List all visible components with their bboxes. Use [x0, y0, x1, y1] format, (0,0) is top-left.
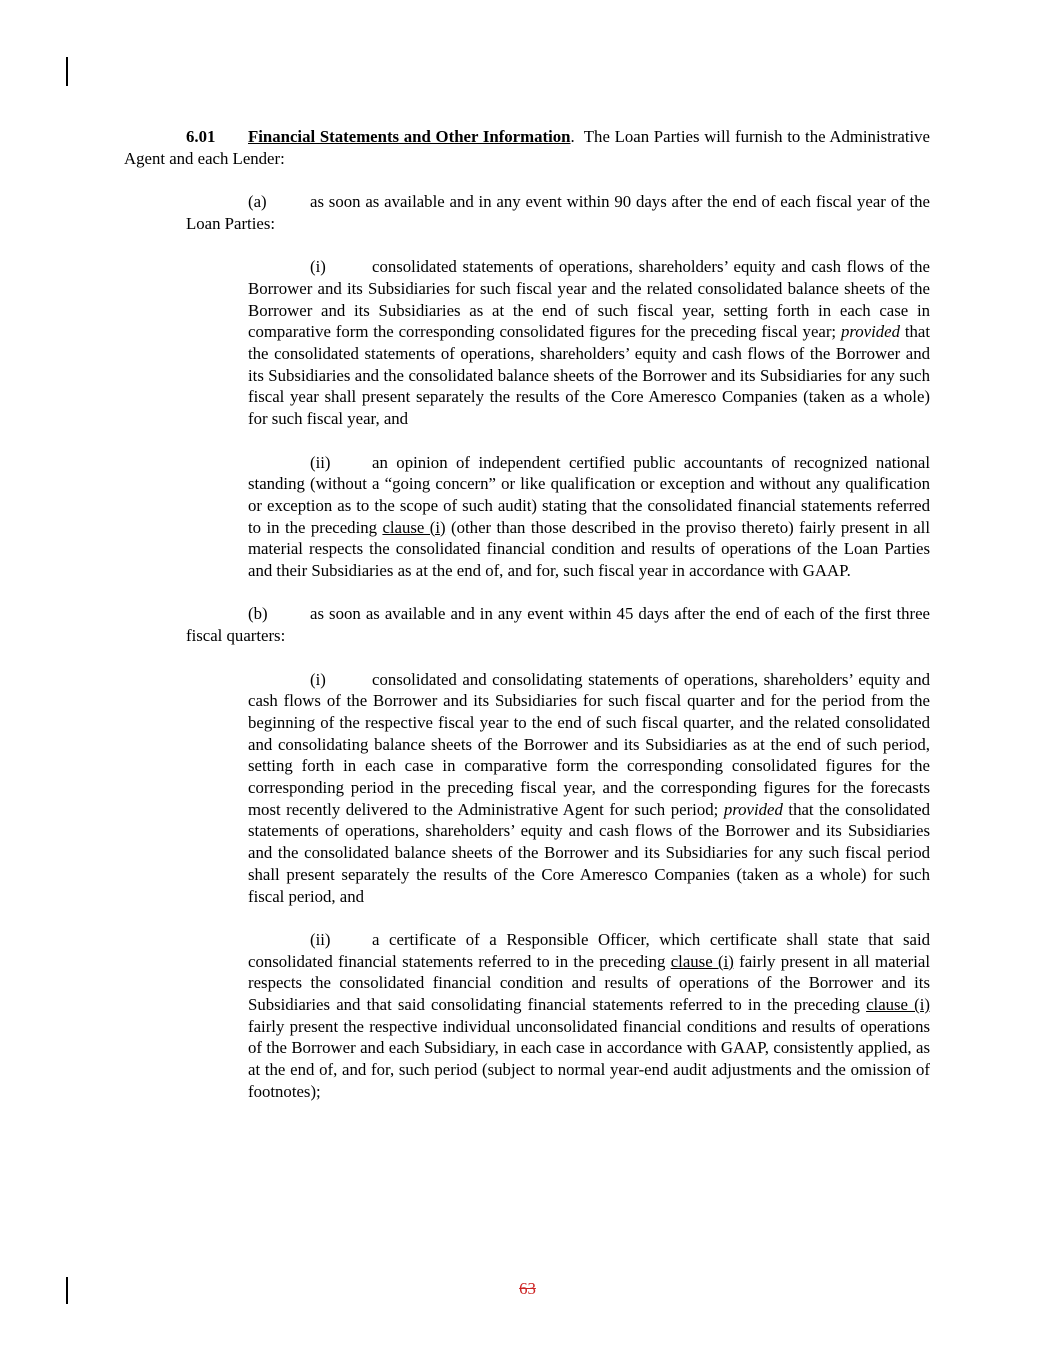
- paragraph-label: (b): [248, 604, 268, 624]
- paragraph-label: (a): [248, 192, 267, 212]
- page-number-value: 63: [519, 1279, 536, 1298]
- text-run: Financial Statements and Other Information: [248, 127, 571, 146]
- para-a: [186, 191, 930, 234]
- text-run: (other than those described in the proviso thereto) fairly present in all material respects the consolidated financial condition and results of operations of the Loan Parties and their Subsidiaries as at the end of, and for, such fiscal year in accordance with GAAP.: [248, 517, 930, 581]
- para-b-i: [248, 669, 930, 908]
- text-run: that the consolidated statements of operations, shareholders’ equity and cash flows of the Borrower and its Subsidiaries and the consolidated balance sheets of the Borrower and its Subsidiaries for any such fiscal year shall present separately the results of the Core Ameresco Companies (taken as a whole) for such fiscal year, and: [248, 322, 930, 429]
- text-run: that the consolidated statements of operations, shareholders’ equity and cash flows of the Borrower and its Subsidiaries and the consolidated balance sheets of the Borrower and its Subsidiaries for any such fiscal period shall present separately the results of the Core Ameresco Companies (taken as a whole) for such fiscal period, and: [248, 799, 930, 906]
- text-run: an opinion of independent certified public accountants of recognized national standing (without a “going concern” or like qualification or exception and without any qualification or exception as to the scope of such audit) stating that the consolidated financial statements referred to in the preceding: [248, 452, 930, 537]
- paragraph-label: (ii): [310, 929, 331, 949]
- text-run: provided: [840, 322, 900, 342]
- document-body: [124, 126, 930, 1124]
- text-run: fairly present the respective individual unconsolidated financial conditions and results of operations of the Borrower and each Subsidiary, in each case in accordance with GAAP, consistently applied, as at the end of, and for, such period (subject to normal year-end audit adjustments and the omission of footnotes);: [248, 1016, 930, 1101]
- text-run: clause (i): [382, 517, 446, 537]
- text-run: fairly present in all material respects the consolidated financial condition and results of operations of the Borrower and its Subsidiaries and that said consolidating financial statements referred to in the preceding: [248, 951, 931, 1015]
- text-run: clause (i): [670, 951, 734, 971]
- text-run: consolidated statements of operations, shareholders’ equity and cash flows of the Borrower and its Subsidiaries for such fiscal year and the related consolidated balance sheets of the Borrower and its Subsidiaries as at the end of such fiscal year, setting forth in each case in comparative form the corresponding consolidated figures for the preceding fiscal year;: [248, 257, 930, 342]
- para-a-i: [248, 256, 930, 430]
- paragraph-label: (i): [310, 257, 326, 277]
- text-run: clause (i): [866, 995, 930, 1015]
- paragraph-label: (ii): [310, 452, 331, 472]
- change-bar-top: [66, 57, 68, 86]
- text-run: . The Loan Parties will furnish to the Administrative Agent and each Lender:: [124, 127, 930, 168]
- text-run: a certificate of a Responsible Officer, which certificate shall state that said consolidated financial statements referred to in the preceding: [248, 929, 930, 971]
- page-number: [0, 1278, 1055, 1300]
- para-b-ii: [248, 929, 930, 1103]
- para-a-ii: [248, 452, 930, 582]
- text-run: as soon as available and in any event within 45 days after the end of each of the first three fiscal quarters:: [186, 604, 930, 646]
- text-run: consolidated and consolidating statements of operations, shareholders’ equity and cash flows of the Borrower and its Subsidiaries for such fiscal quarter and for the period from the beginning of the respective fiscal year to the end of such fiscal quarter, and the related consolidated and consolidating balance sheets of the Borrower and its Subsidiaries as at the end of such period, setting forth in each case in comparative form the corresponding consolidated figures for the corresponding period in the preceding fiscal year, and the corresponding figures for the forecasts most recently delivered to the Administrative Agent for such period;: [248, 669, 930, 819]
- para-b: [186, 603, 930, 646]
- paragraph-label: 6.01: [186, 127, 216, 146]
- text-run: as soon as available and in any event within 90 days after the end of each fiscal year of the Loan Parties:: [186, 192, 930, 233]
- paragraph-label: (i): [310, 669, 326, 689]
- section-heading-6-01: [124, 126, 930, 169]
- text-run: provided: [723, 799, 783, 819]
